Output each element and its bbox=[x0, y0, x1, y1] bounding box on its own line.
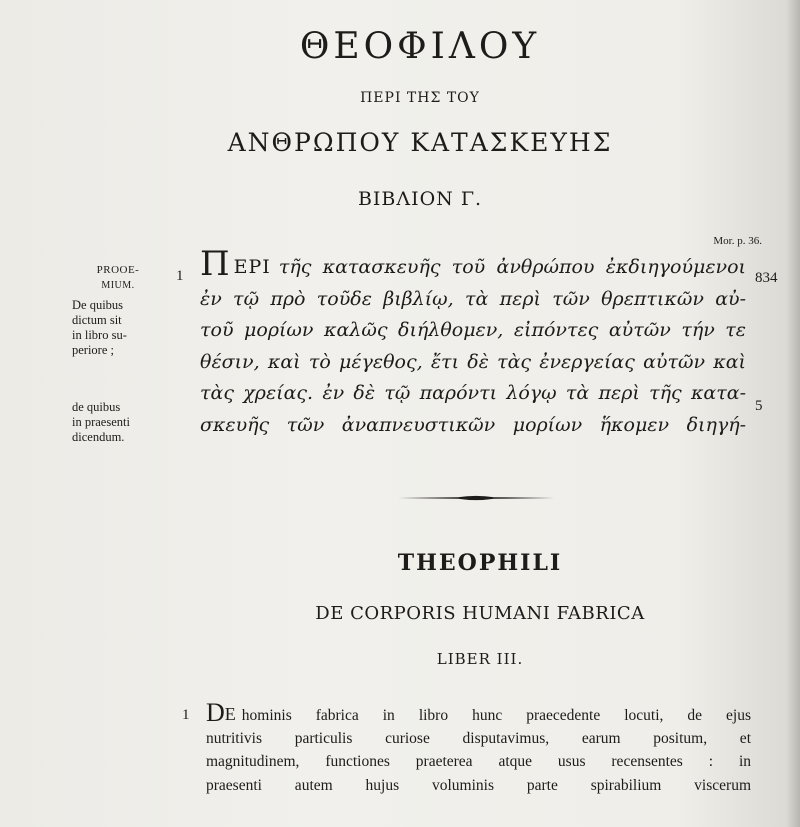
greek-text-line bbox=[200, 244, 746, 284]
marginal-note-2 bbox=[72, 400, 164, 445]
latin-text-line: nutritivis particulis curiose disputavimus, earum positum, et bbox=[206, 729, 751, 747]
latin-line-text: hominis fabrica in libro hunc praecedente locuti, de ejus bbox=[241, 707, 751, 724]
latin-text-line: magnitudinem, functiones praeterea atque usus recensentes : in bbox=[206, 753, 751, 770]
latin-text-line: praesenti autem hujus voluminis parte spirabilium viscerum bbox=[206, 776, 751, 794]
marginal-note-2-line: dicendum. bbox=[72, 430, 125, 444]
greek-section-number: 1 bbox=[176, 268, 184, 284]
greek-subtitle-line2: ΑΝΘΡΩΠΟΥ ΚΑΤΑΣΚΕΥΗΣ bbox=[227, 128, 613, 157]
latin-drop-rest: E bbox=[224, 704, 236, 724]
greek-body-text bbox=[200, 244, 746, 441]
greek-subtitle-line1: ΠΕΡΙ ΤΗΣ ΤΟΥ bbox=[360, 90, 480, 106]
greek-text-line: ἐν τῷ πρὸ τοῦδε βιβλίῳ, τὰ περὶ τῶν θρεπτικῶν αὐ- bbox=[200, 287, 746, 310]
ornamental-divider bbox=[398, 493, 554, 503]
latin-body-text bbox=[206, 698, 751, 797]
page-edge-shadow bbox=[786, 0, 800, 827]
greek-text-line: τοῦ μορίων καλῶς διήλθομεν, εἰπόντες αὐτῶν τήν τε bbox=[200, 319, 746, 341]
marginal-note-1 bbox=[72, 298, 164, 358]
greek-text-line: θέσιν, καὶ τὸ μέγεθος, ἔτι δὲ τὰς ἐνεργείας αὐτῶν καὶ bbox=[200, 350, 746, 373]
latin-book-number: LIBER III. bbox=[436, 650, 524, 668]
marginal-heading-line1: PROOE- bbox=[96, 264, 140, 276]
marginal-note-1-line: in libro su- bbox=[72, 328, 127, 342]
marginal-note-1-line: dictum sit bbox=[72, 313, 122, 327]
marginal-heading-line2: MIUM. bbox=[101, 280, 135, 291]
marginal-note-1-line: De quibus bbox=[72, 298, 124, 312]
latin-drop-initial: D bbox=[206, 698, 225, 727]
greek-drop-rest: ΕΡΙ bbox=[233, 256, 271, 278]
latin-subtitle: DE CORPORIS HUMANI FABRICA bbox=[315, 603, 645, 624]
greek-line-text: τῆς κατασκευῆς τοῦ ἀνθρώπου ἐκδιηγούμενοι bbox=[278, 256, 746, 278]
marginal-heading bbox=[72, 263, 164, 293]
marginal-note-2-line: in praesenti bbox=[72, 415, 130, 429]
latin-section-number: 1 bbox=[182, 707, 190, 723]
greek-book-number: ΒΙΒΛΙΟΝ Γ. bbox=[357, 188, 483, 210]
marginal-note-2-line: de quibus bbox=[72, 400, 121, 414]
margin-line-number: 5 bbox=[755, 398, 763, 414]
latin-title: THEOPHILI bbox=[397, 550, 563, 576]
page-reference: Mor. p. 36. bbox=[713, 235, 762, 247]
greek-text-line: σκευῆς τῶν ἀναπνευστικῶν μορίων ἥκομεν διηγή- bbox=[200, 413, 746, 436]
marginal-note-1-line: periore ; bbox=[72, 343, 114, 357]
greek-drop-initial: Π bbox=[200, 244, 230, 284]
latin-text-line bbox=[206, 698, 751, 727]
greek-text-line: τὰς χρείας. ἐν δὲ τῷ παρόντι λόγῳ τὰ περὶ τῆς κατα- bbox=[200, 382, 746, 404]
greek-title: ΘΕΟΦΙΛΟΥ bbox=[299, 26, 541, 67]
margin-folio-number: 834 bbox=[755, 270, 778, 286]
